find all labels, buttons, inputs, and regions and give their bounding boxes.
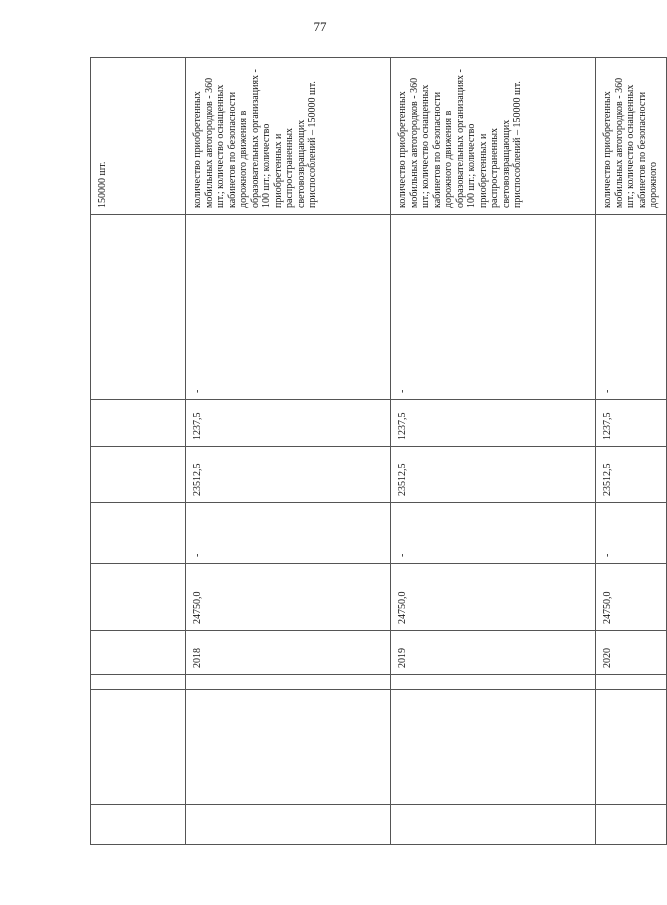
cell-local: 1237,5 — [391, 400, 596, 447]
rotated-table-container — [90, 58, 659, 845]
cell-empty — [91, 503, 186, 564]
cell-year: 2018 — [186, 631, 391, 675]
cell-total: 24750,0 — [186, 564, 391, 631]
cell-regional: 23512,5 — [596, 447, 667, 503]
cell-extra: - — [391, 215, 596, 400]
cell-local: 1237,5 — [596, 400, 667, 447]
cell-empty — [186, 805, 391, 845]
table-row-2020 — [596, 58, 667, 845]
cell-empty — [91, 805, 186, 845]
cell-year: 2020 — [596, 631, 667, 675]
cell-regional: 23512,5 — [391, 447, 596, 503]
cell-local: 1237,5 — [186, 400, 391, 447]
table-row-continuation — [91, 58, 186, 845]
table-row-2019 — [391, 58, 596, 845]
cell-total: 24750,0 — [596, 564, 667, 631]
cell-extra: - — [596, 215, 667, 400]
cell-indicator: количество приобретенных мобильных автогородков - 360 шт.; количество оснащенных кабинетов по безопасности дорожного движения в образовательных организациях - 100 шт.; количество приобретенных и распространенных световозвращающих приспособлений – 150000 шт. — [186, 58, 391, 215]
cell-empty — [91, 564, 186, 631]
cell-regional: 23512,5 — [186, 447, 391, 503]
cell-empty — [91, 447, 186, 503]
cell-empty — [91, 675, 186, 690]
cell-indicator: количество приобретенных мобильных автогородков - 360 шт.; количество оснащенных кабинетов по безопасности дорожного движения в образовательных организациях - 100 шт.; количество приобретенных и распространенных световозвращающих приспособлений – 150000 шт. — [391, 58, 596, 215]
cell-total: 24750,0 — [391, 564, 596, 631]
program-funding-table — [90, 57, 667, 845]
cell-empty — [186, 675, 391, 690]
cell-empty — [391, 675, 596, 690]
cell-empty — [91, 631, 186, 675]
cell-federal: - — [596, 503, 667, 564]
page-number: 77 — [313, 19, 327, 34]
cell-empty — [186, 690, 391, 805]
table-row-2018 — [186, 58, 391, 845]
cell-extra: - — [186, 215, 391, 400]
cell-empty — [391, 805, 596, 845]
cell-empty — [91, 215, 186, 400]
cell-indicator: количество приобретенных мобильных автогородков - 360 шт.; количество оснащенных кабинетов по безопасности дорожного — [596, 58, 667, 215]
carry-over-text: 150000 шт. — [91, 58, 186, 215]
cell-federal: - — [391, 503, 596, 564]
cell-empty — [391, 690, 596, 805]
cell-empty — [596, 675, 667, 690]
cell-empty — [91, 400, 186, 447]
cell-empty — [596, 690, 667, 805]
cell-empty — [596, 805, 667, 845]
cell-federal: - — [186, 503, 391, 564]
cell-empty — [91, 690, 186, 805]
cell-year: 2019 — [391, 631, 596, 675]
